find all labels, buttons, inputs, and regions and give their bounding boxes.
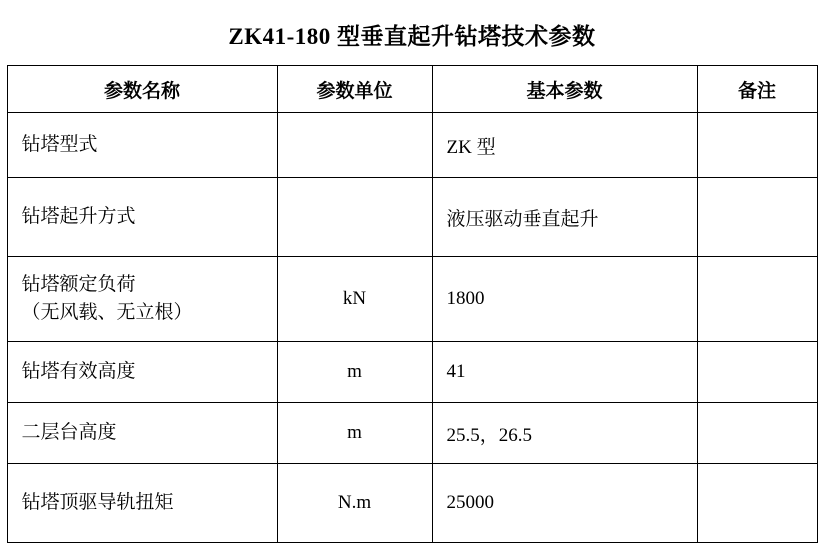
page-title: ZK41-180 型垂直起升钻塔技术参数 [228,24,596,49]
table-row [7,257,817,342]
column-header-remark: 备注 [697,66,817,113]
cell-parameter-name [7,257,277,342]
cell-remark [697,178,817,257]
table-row [7,113,817,178]
cell-basic-parameter: 25.5，26.5 [432,403,697,464]
cell-parameter-name: 钻塔有效高度 [7,342,277,403]
cell-remark [697,342,817,403]
cell-parameter-name-line2: （无风载、无立根） [21,302,193,323]
column-header-basic-parameter: 基本参数 [432,66,697,113]
cell-parameter-name: 钻塔起升方式 [7,178,277,257]
table-row [7,403,817,464]
cell-parameter-unit: N.m [277,464,432,543]
cell-basic-parameter: 液压驱动垂直起升 [432,178,697,257]
cell-remark [697,403,817,464]
table-row [7,178,817,257]
cell-basic-parameter: 1800 [432,257,697,342]
cell-remark [697,113,817,178]
table-row [7,464,817,543]
cell-basic-parameter: 41 [432,342,697,403]
column-header-parameter-name: 参数名称 [7,66,277,113]
cell-parameter-unit [277,113,432,178]
cell-parameter-unit [277,178,432,257]
cell-basic-parameter: ZK 型 [432,113,697,178]
cell-remark [697,257,817,342]
cell-parameter-name-line1: 钻塔额定负荷 [21,274,136,296]
cell-parameter-unit: kN [277,257,432,342]
cell-parameter-name: 钻塔型式 [7,113,277,178]
column-header-parameter-unit: 参数单位 [277,66,432,113]
technical-parameters-table [7,65,818,543]
cell-parameter-unit: m [277,342,432,403]
table-header-row [7,66,817,113]
cell-parameter-name: 钻塔顶驱导轨扭矩 [7,464,277,543]
table-row [7,342,817,403]
cell-remark [697,464,817,543]
cell-parameter-unit: m [277,403,432,464]
cell-parameter-name: 二层台高度 [7,403,277,464]
cell-basic-parameter: 25000 [432,464,697,543]
